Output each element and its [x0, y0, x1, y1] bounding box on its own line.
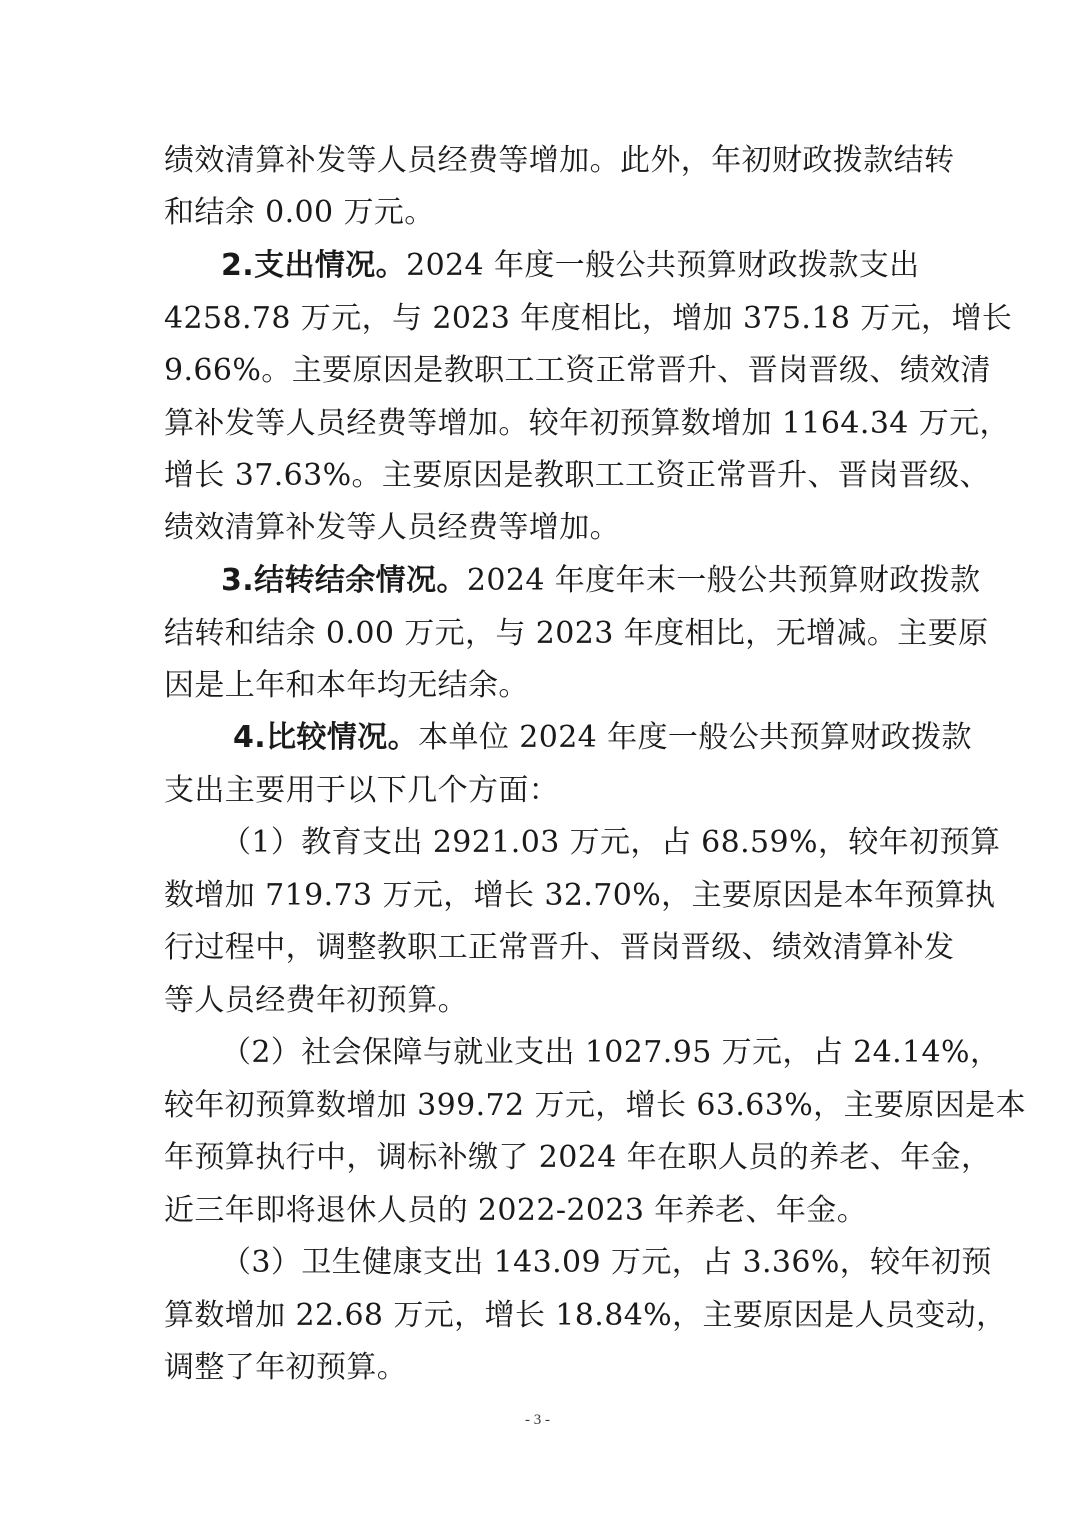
paragraph-1-line-1	[164, 141, 955, 181]
paragraph-1-line-2	[164, 193, 914, 233]
line-text: 算数增加 22.68 万元，增长 18.84%，主要原因是人员变动，	[164, 1298, 1007, 1333]
paragraph-5-line-4	[164, 981, 914, 1021]
line-text: 年预算执行中，调标补缴了 2024 年在职人员的养老、年金，	[164, 1140, 992, 1175]
paragraph-5-line-3	[164, 928, 955, 968]
paragraph-4-line-1	[233, 718, 972, 758]
paragraph-2-line-4	[164, 404, 1010, 444]
line-text: 绩效清算补发等人员经费等增加。此外，年初财政拨款结转	[164, 143, 955, 178]
line-text: 结转和结余 0.00 万元，与 2023 年度相比，无增减。主要原	[164, 616, 989, 651]
line-text: 等人员经费年初预算。	[164, 983, 468, 1018]
paragraph-6-line-2	[164, 1086, 1026, 1126]
line-text: 增长 37.63%。主要原因是教职工工资正常晋升、晋岗晋级、	[164, 458, 990, 493]
line-text: 较年初预算数增加 399.72 万元，增长 63.63%，主要原因是本	[164, 1088, 1026, 1123]
line-text: 数增加 719.73 万元，增长 32.70%，主要原因是本年预算执	[164, 878, 996, 913]
line-text: 2024 年度一般公共预算财政拨款支出	[406, 248, 920, 283]
paragraph-3-line-2	[164, 614, 989, 654]
paragraph-2-line-6	[164, 508, 914, 548]
paragraph-2-line-5	[164, 456, 990, 496]
paragraph-7-line-1	[221, 1243, 992, 1283]
line-text: 绩效清算补发等人员经费等增加。	[164, 510, 620, 545]
line-text: 和结余 0.00 万元。	[164, 195, 435, 230]
paragraph-3-line-3	[164, 666, 914, 706]
paragraph-6-line-4	[164, 1191, 914, 1231]
line-text: （3）卫生健康支出 143.09 万元，占 3.36%，较年初预	[221, 1245, 992, 1280]
line-text: 行过程中，调整教职工正常晋升、晋岗晋级、绩效清算补发	[164, 930, 955, 965]
line-text: 9.66%。主要原因是教职工工资正常晋升、晋岗晋级、绩效清	[164, 353, 991, 388]
page-number: - 3 -	[525, 1412, 550, 1428]
paragraph-6-line-1	[221, 1033, 1001, 1073]
line-text: 本单位 2024 年度一般公共预算财政拨款	[418, 720, 972, 755]
section-heading-expenditure: 2.支出情况。	[221, 248, 407, 283]
paragraph-7-line-3	[164, 1348, 914, 1388]
section-heading-carryover: 3.结转结余情况。	[221, 563, 467, 598]
paragraph-4-line-2	[164, 771, 914, 811]
paragraph-6-line-3	[164, 1138, 992, 1178]
paragraph-5-line-1	[221, 823, 1001, 863]
paragraph-3-line-1	[221, 561, 981, 601]
paragraph-2-line-1	[221, 246, 920, 286]
paragraph-7-line-2	[164, 1296, 1007, 1336]
paragraph-2-line-3	[164, 351, 991, 391]
line-text: 近三年即将退休人员的 2022-2023 年养老、年金。	[164, 1193, 868, 1228]
paragraph-5-line-2	[164, 876, 996, 916]
line-text: （2）社会保障与就业支出 1027.95 万元，占 24.14%，	[221, 1035, 1001, 1070]
line-text: 支出主要用于以下几个方面：	[164, 773, 560, 808]
line-text: 因是上年和本年均无结余。	[164, 668, 529, 703]
line-text: （1）教育支出 2921.03 万元，占 68.59%，较年初预算	[221, 825, 1001, 860]
line-text: 2024 年度年末一般公共预算财政拨款	[466, 563, 981, 598]
line-text: 算补发等人员经费等增加。较年初预算数增加 1164.34 万元，	[164, 406, 1010, 441]
section-heading-comparison: 4.比较情况。	[233, 720, 419, 755]
line-text: 4258.78 万元，与 2023 年度相比，增加 375.18 万元，增长	[164, 301, 1013, 336]
line-text: 调整了年初预算。	[164, 1350, 408, 1385]
paragraph-2-line-2	[164, 299, 1013, 339]
